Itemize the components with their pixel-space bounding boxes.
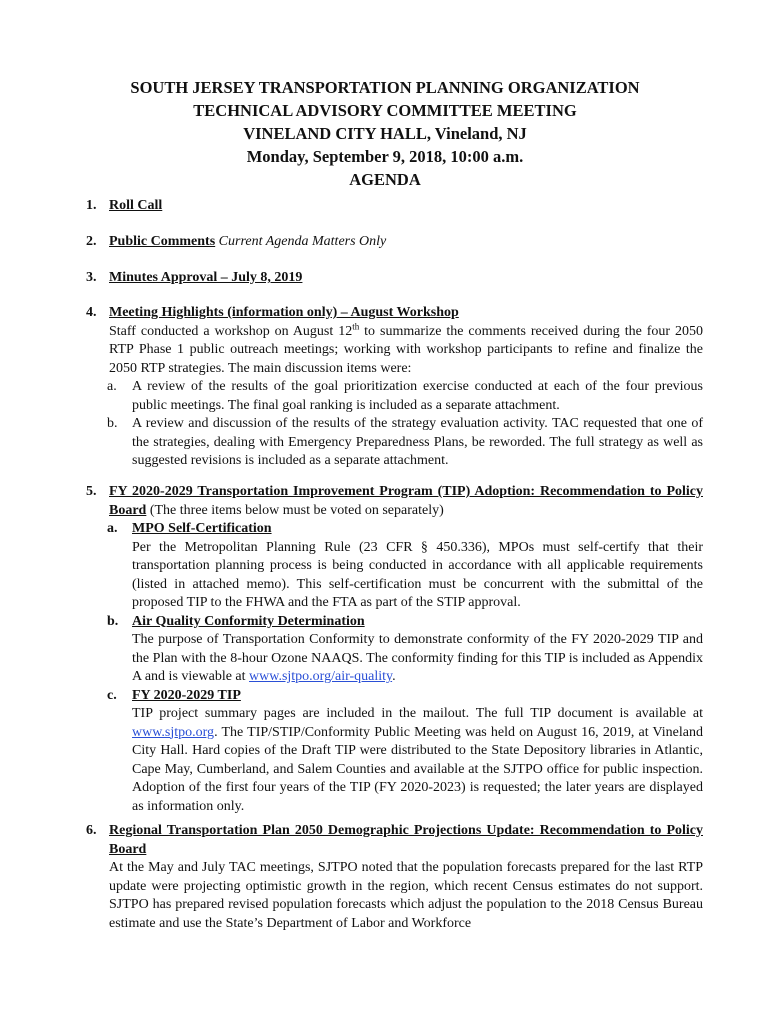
item-title: Minutes Approval – July 8, 2019 [109, 270, 303, 285]
item-note: (The three items below must be voted on separately) [146, 502, 444, 518]
item-number: 1. [86, 198, 97, 213]
item-number: 6. [86, 823, 97, 838]
meeting-datetime: Monday, September 9, 2018, 10:00 a.m. [246, 147, 524, 166]
org-name: SOUTH JERSEY TRANSPORTATION PLANNING ORGANIZATION [130, 78, 640, 97]
sub-item-b [86, 613, 703, 687]
document-header [0, 76, 770, 191]
agenda-title: AGENDA [349, 170, 421, 189]
sub-text: A review and discussion of the results of the strategy evaluation activity. TAC requested that one of the strategies, dealing with Emergency Preparedness Plans, be reworded. The full strategy as well as suggested revisions is included as a separate attachment. [132, 416, 703, 468]
sub-letter: c. [107, 687, 117, 703]
sub-item-c [86, 687, 703, 817]
sub-text: A review of the results of the goal prioritization exercise conducted at each of the four previous public meetings. The final goal ranking is included as a separate attachment. [132, 379, 703, 413]
sub-letter: a. [107, 521, 118, 536]
item-title: Roll Call [109, 198, 163, 213]
air-quality-link[interactable]: www.sjtpo.org/air-quality [249, 669, 393, 684]
agenda-item-2 [86, 233, 703, 252]
item-number: 5. [86, 484, 97, 499]
item-number: 4. [86, 305, 97, 320]
sub-title: FY 2020-2029 TIP [132, 687, 241, 703]
item-note: Current Agenda Matters Only [215, 234, 387, 249]
item-text: Staff conducted a workshop on August 12th to summarize the comments received during the four 2050 RTP Phase 1 public outreach meetings; working with workshop participants to refine and finalize the 2050 RTP strategies. The main discussion items were: [109, 320, 703, 376]
sub-text: The purpose of Transportation Conformity to demonstrate conformity of the FY 2020-2029 TIP and the Plan with the 8-hour Ozone NAAQS. The conformity finding for this TIP is included as Appendix A and is viewable at www.sjtpo.org/air-quality. [132, 632, 703, 684]
agenda-item-4 [86, 304, 703, 471]
sub-item-a [86, 378, 703, 415]
item-title: FY 2020-2029 Transportation Improvement Program (TIP) Adoption: Recommendation to Policy Board [109, 484, 703, 518]
agenda-item-6 [86, 822, 703, 933]
sub-letter: b. [107, 613, 119, 629]
sub-item-b [86, 415, 703, 471]
item-title: Public Comments [109, 234, 216, 249]
agenda-item-1 [86, 197, 703, 216]
sub-letter: a. [107, 379, 117, 394]
sjtpo-link[interactable]: www.sjtpo.org [132, 724, 215, 740]
sub-text: Per the Metropolitan Planning Rule (23 CFR § 450.336), MPOs must self-certify that their transportation planning process is being conducted in accordance with all applicable requirements (listed in attached memo). This self-certification must be concurrent with the submittal of the proposed TIP to the FHWA and the FTA as part of the STIP approval. [132, 539, 703, 610]
item-number: 2. [86, 234, 97, 249]
meeting-location: VINELAND CITY HALL, Vineland, NJ [243, 124, 527, 143]
sub-title: Air Quality Conformity Determination [132, 613, 365, 629]
item-title: Regional Transportation Plan 2050 Demographic Projections Update: Recommendation to Policy Board [109, 823, 703, 857]
item-title: Meeting Highlights (information only) – August Workshop [109, 305, 459, 320]
sub-letter: b. [107, 416, 118, 431]
item-number: 3. [86, 270, 97, 285]
meeting-name: TECHNICAL ADVISORY COMMITTEE MEETING [193, 101, 577, 120]
agenda-item-3 [86, 269, 703, 288]
sub-title: MPO Self-Certification [132, 521, 272, 536]
sub-text: TIP project summary pages are included in the mailout. The full TIP document is available at www.sjtpo.org. The TIP/STIP/Conformity Public Meeting was held on August 16, 2019, at Vineland City Hall. Hard copies of the Draft TIP were distributed to the State Depository libraries in Atlantic, Cape May, Cumberland, and Salem Counties and available at the SJTPO office for public inspection. Adoption of the first four years of the TIP (FY 2020-2023) is requested; the later years are displayed as information only. [132, 706, 703, 814]
agenda-item-5 [86, 483, 703, 816]
sub-item-a [86, 520, 703, 613]
item-text: At the May and July TAC meetings, SJTPO noted that the population forecasts prepared for the last RTP update were projecting optimistic growth in the region, which recent Census estimates do not support. SJTPO has prepared revised population forecasts which adjust the population to the 2018 Census Bureau estimate and use the State’s Department of Labor and Workforce [109, 860, 703, 931]
